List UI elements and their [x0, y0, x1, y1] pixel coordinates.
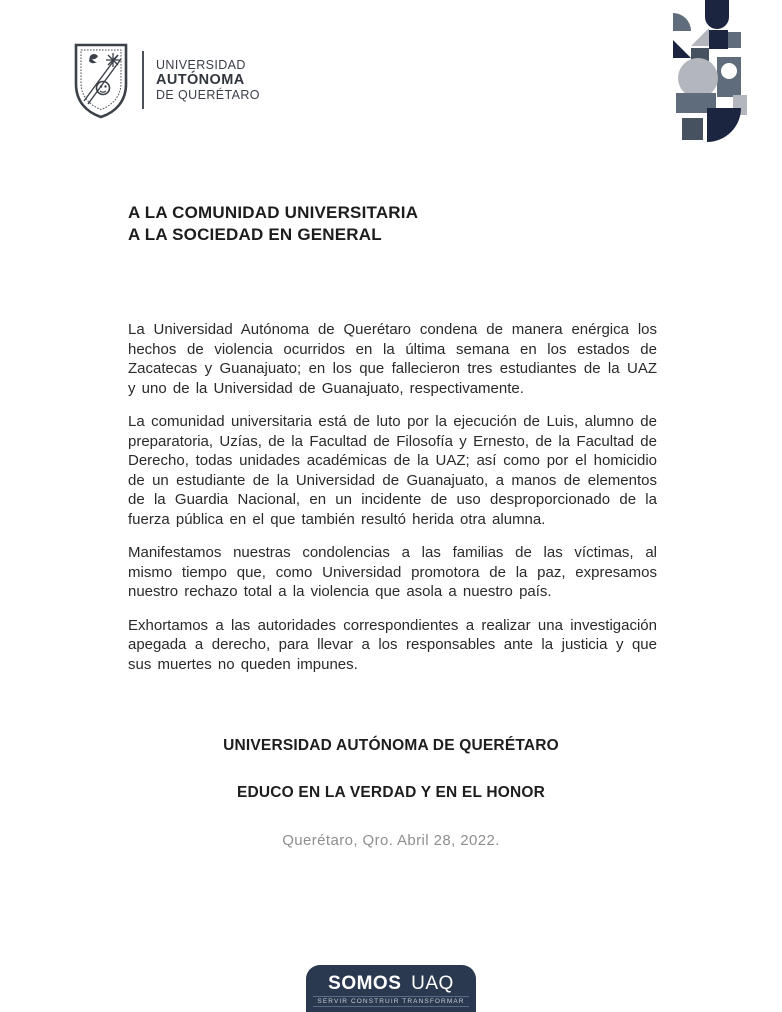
mosaic-triangle-light — [691, 28, 709, 46]
paragraph-4: Exhortamos a las autoridades correspondientes a realizar una investigación apegada a derecho, para llevar a los responsables ante la justicia y que sus muertes no queden impunes. — [128, 616, 657, 673]
paragraph-1: La Universidad Autónoma de Querétaro condena de manera enérgica los hechos de violencia ocurridos en la última semana en los estados de Zacatecas y Guanajuato; en los que fallecieron tres estudiantes de la UAZ y uno de la Universidad de Guanajuato, respectivamente. — [128, 321, 657, 397]
mosaic-circle-cutout — [721, 63, 737, 79]
mosaic-square — [709, 30, 728, 49]
mosaic-square — [728, 32, 741, 48]
heading-line-2: A LA SOCIEDAD EN GENERAL — [128, 224, 382, 244]
badge-somos: SOMOS — [328, 973, 402, 994]
mosaic-u-shape — [705, 0, 729, 29]
logo-line-universidad: UNIVERSIDAD — [156, 57, 246, 72]
logo-wordmark — [156, 58, 260, 102]
statement-heading — [128, 202, 418, 245]
uaq-logo — [70, 40, 260, 120]
badge-tagline: SERVIR CONSTRUIR TRANSFORMAR — [313, 996, 468, 1007]
paragraph-3: Manifestamos nuestras condolencias a las familias de las víctimas, al mismo tiempo que, como Universidad promotora de la paz, expresamos nuestro rechazo total a la violencia que asola a nuestro país. — [128, 544, 657, 600]
logo-line-queretaro: DE QUERÉTARO — [156, 88, 260, 103]
signature-dateline: Querétaro, Qro. Abril 28, 2022. — [282, 832, 500, 849]
mosaic-circle — [678, 58, 718, 98]
geometric-mosaic-decoration — [668, 0, 748, 146]
statement-body — [128, 320, 657, 688]
badge-uaq: UAQ — [411, 973, 454, 994]
mosaic-quarter-circle — [673, 13, 691, 31]
mosaic-triangle-navy — [673, 40, 691, 58]
logo-line-autonoma: AUTÓNOMA — [156, 71, 245, 88]
somos-uaq-badge — [306, 965, 476, 1012]
badge-title — [328, 974, 454, 993]
heading-line-1: A LA COMUNIDAD UNIVERSITARIA — [128, 203, 419, 222]
uaq-crest-icon — [70, 40, 132, 120]
mosaic-quarter-disk — [707, 108, 741, 142]
logo-divider — [142, 51, 144, 109]
mosaic-square — [682, 118, 703, 140]
paragraph-2: La comunidad universitaria está de luto por la ejecución de Luis, alumno de preparatoria, Uzías, de la Facultad de Filosofía y Ernesto, de la Facultad de Derecho, todas unidades académicas de la UAZ; así como por el homicidio de un estudiante de la Universidad de Guanajuato, a manos de elementos de la Guardia Nacional, en un incidente de uso desproporcionado de la fuerza pública en el que también resultó herida otra alumna. — [128, 413, 657, 528]
signature-motto: EDUCO EN LA VERDAD Y EN EL HONOR — [236, 784, 546, 801]
signature-organization: UNIVERSIDAD AUTÓNOMA DE QUERÉTARO — [223, 737, 559, 754]
